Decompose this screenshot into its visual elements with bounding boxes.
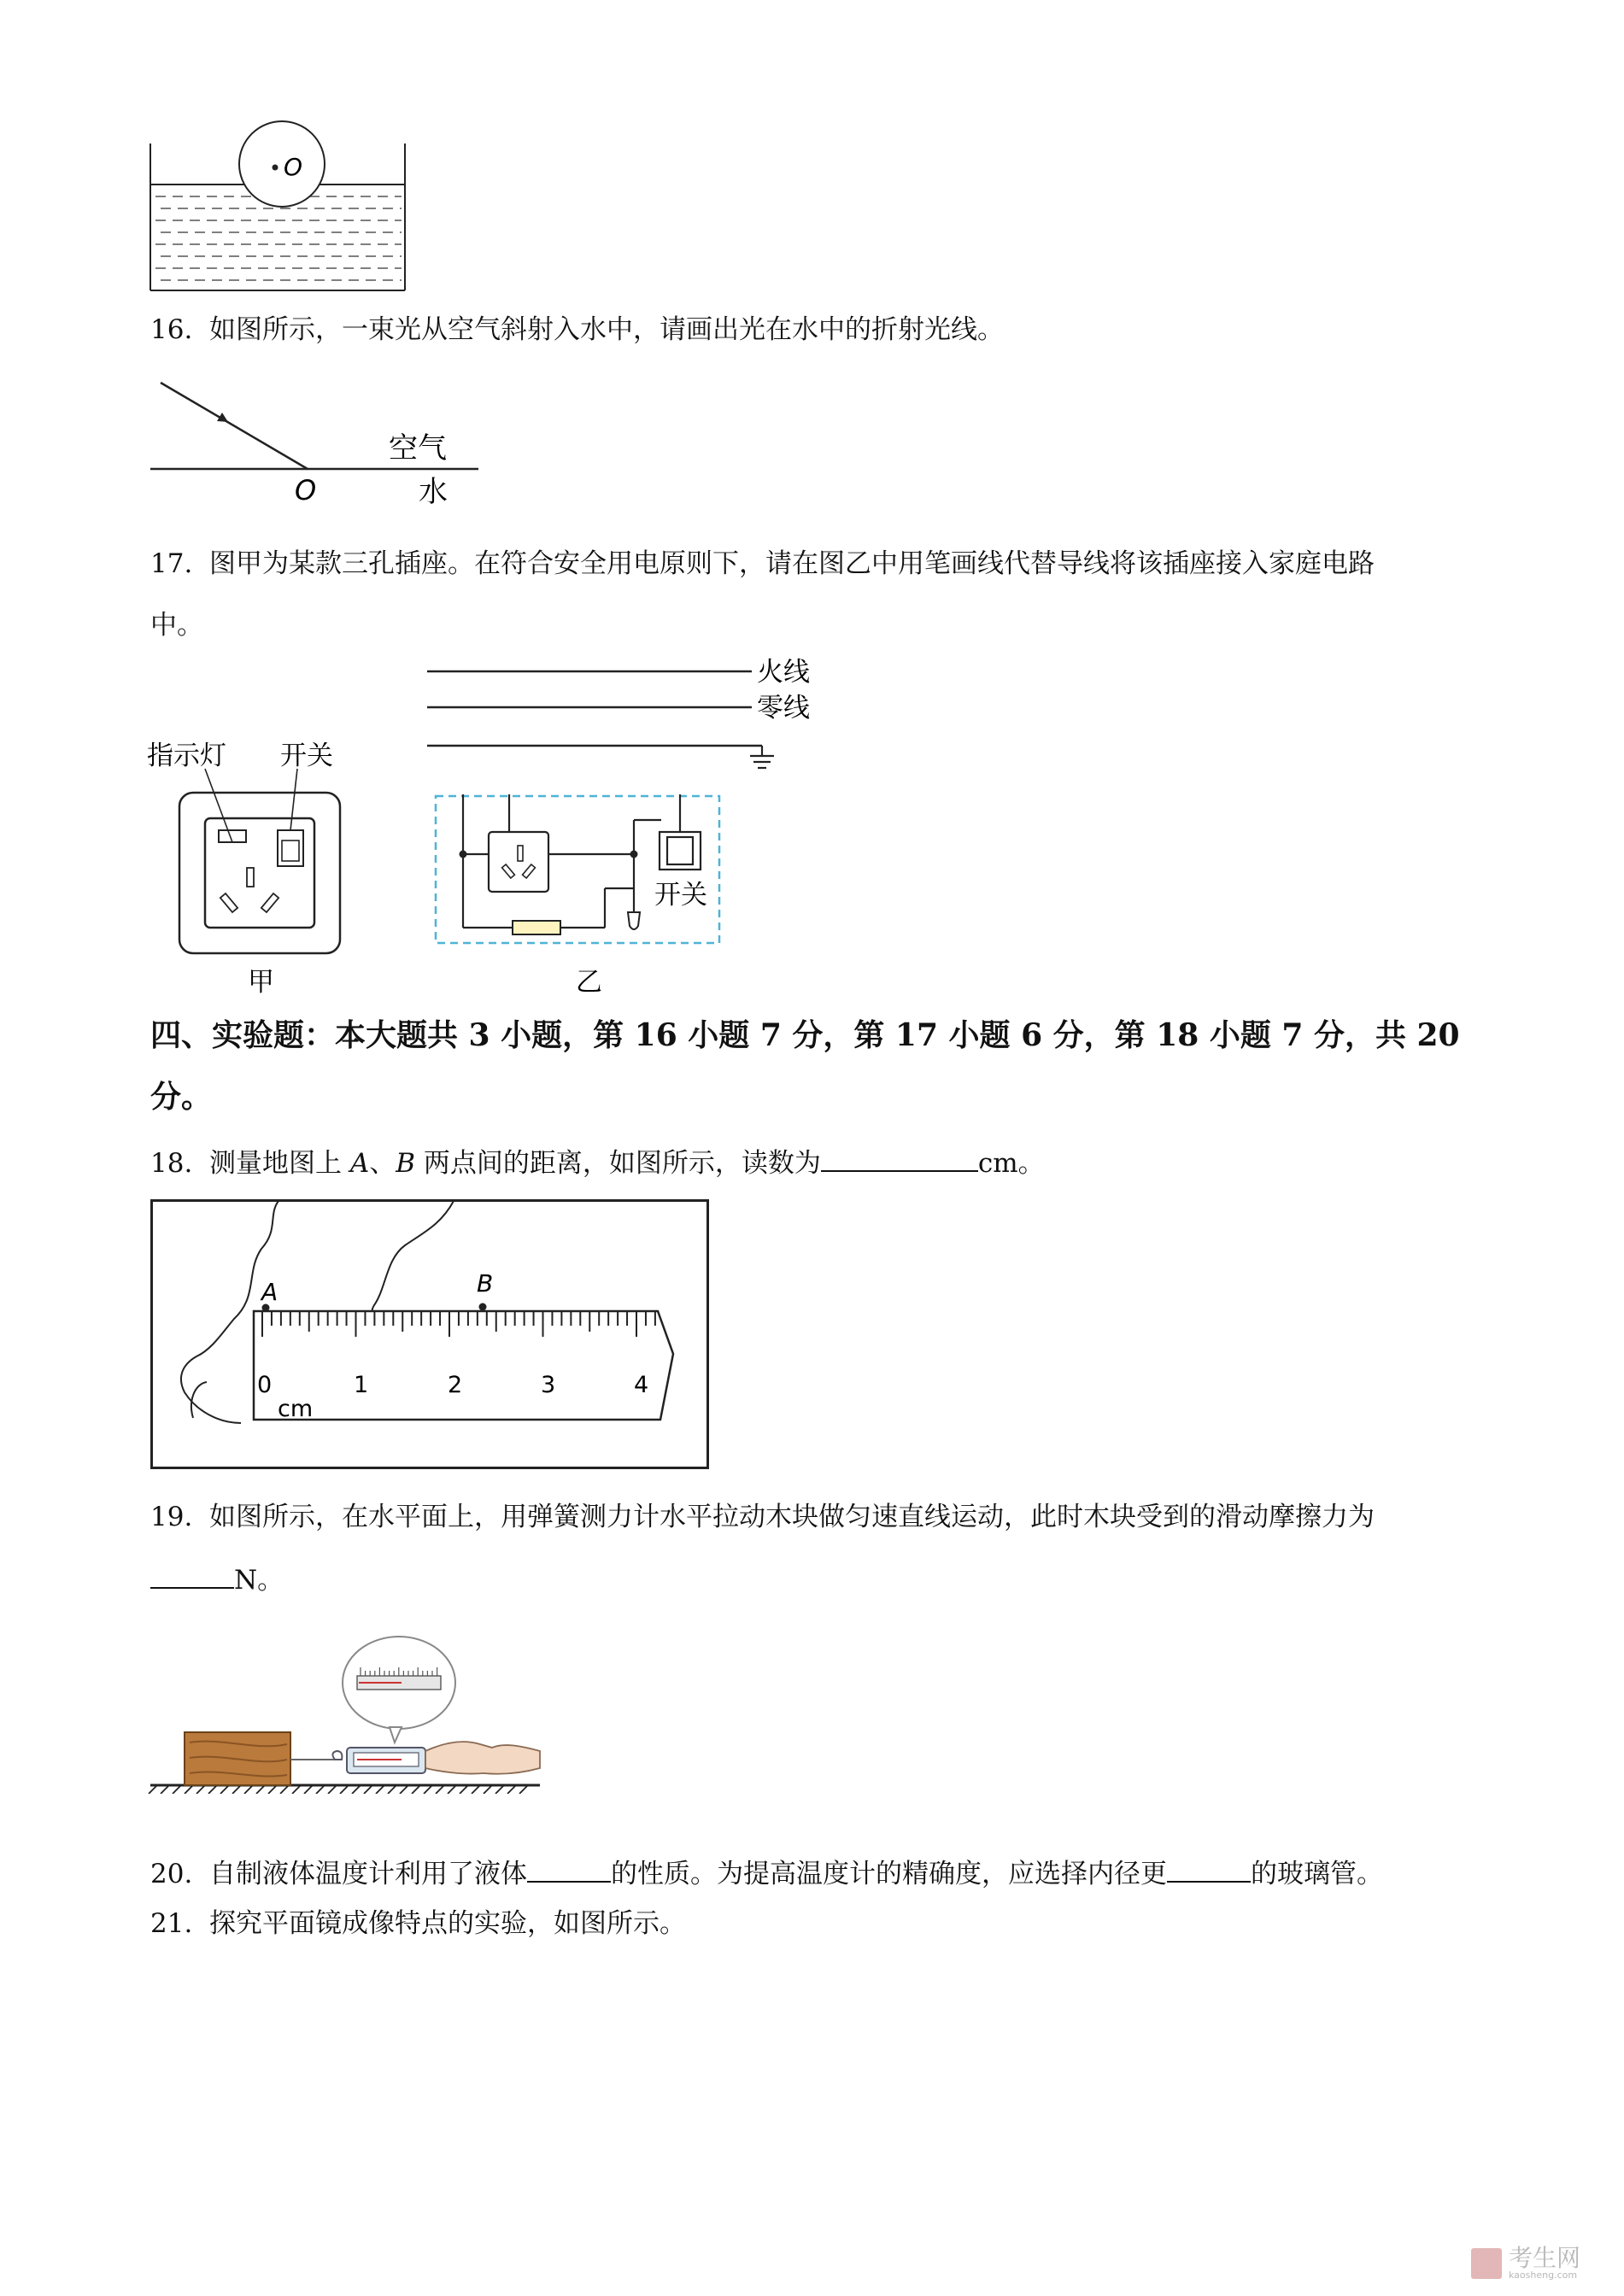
socket-circuit-figure xyxy=(137,656,820,998)
tick-label-3: 3 xyxy=(541,1372,556,1398)
tick-label-0: 0 xyxy=(257,1372,273,1398)
watermark xyxy=(1471,2246,1580,2280)
water-label: 水 xyxy=(419,475,448,509)
neutral-wire-label: 零线 xyxy=(757,693,810,723)
answer-blank-20a[interactable] xyxy=(527,1855,611,1883)
question-17-line1: 17. 图甲为某款三孔插座。在符合安全用电原则下，请在图乙中用笔画线代替导线将该插座接入家庭电路 xyxy=(150,548,1375,579)
tick-label-4: 4 xyxy=(634,1372,649,1398)
question-16: 16. 如图所示，一束光从空气斜射入水中，请画出光在水中的折射光线。 xyxy=(150,314,1005,345)
section-4-heading-cont: 分。 xyxy=(150,1079,213,1115)
floating-ball-figure xyxy=(145,120,419,295)
answer-blank-20b[interactable] xyxy=(1167,1855,1251,1883)
question-21: 21. 探究平面镜成像特点的实验，如图所示。 xyxy=(150,1908,687,1939)
air-label: 空气 xyxy=(389,431,447,466)
section-4-heading: 四、实验题：本大题共 3 小题，第 16 小题 7 分，第 17 小题 6 分，第 18 小题 7 分，共 20 xyxy=(150,1017,1460,1053)
spring-scale-figure xyxy=(145,1623,555,1794)
incidence-point-label: O xyxy=(295,474,317,507)
question-18: 18. 测量地图上 A、B 两点间的距离，如图所示，读数为 cm。 xyxy=(150,1145,1045,1180)
figure-b-label: 乙 xyxy=(576,967,602,998)
tick-label-1: 1 xyxy=(354,1372,369,1398)
live-wire-label: 火线 xyxy=(757,657,810,688)
question-19-answer-line: N。 xyxy=(150,1561,284,1597)
point-b-label: B xyxy=(477,1269,494,1297)
question-17-line2: 中。 xyxy=(150,610,203,641)
ruler-figure xyxy=(150,1199,711,1473)
question-20: 20. 自制液体温度计利用了液体 的性质。为提高温度计的精确度，应选择内径更 的玻璃管。 xyxy=(150,1855,1383,1891)
answer-blank-19[interactable] xyxy=(150,1561,234,1589)
ball-center-label: O xyxy=(284,153,303,181)
watermark-url: kaosheng.com xyxy=(1509,2270,1578,2281)
switch-label-b: 开关 xyxy=(654,880,707,911)
refraction-figure xyxy=(145,376,487,512)
ruler-unit-label: cm xyxy=(278,1396,314,1422)
point-a-label: A xyxy=(261,1278,278,1306)
indicator-label: 指示灯 xyxy=(147,741,226,771)
question-19: 19. 如图所示，在水平面上，用弹簧测力计水平拉动木块做匀速直线运动，此时木块受到的滑动摩擦力为 xyxy=(150,1502,1375,1532)
figure-a-label: 甲 xyxy=(248,967,274,998)
watermark-logo-icon xyxy=(1471,2248,1502,2279)
watermark-name: 考生网 xyxy=(1509,2244,1581,2272)
switch-label-a: 开关 xyxy=(280,741,333,771)
tick-label-2: 2 xyxy=(448,1372,463,1398)
answer-blank-18[interactable] xyxy=(821,1145,978,1172)
